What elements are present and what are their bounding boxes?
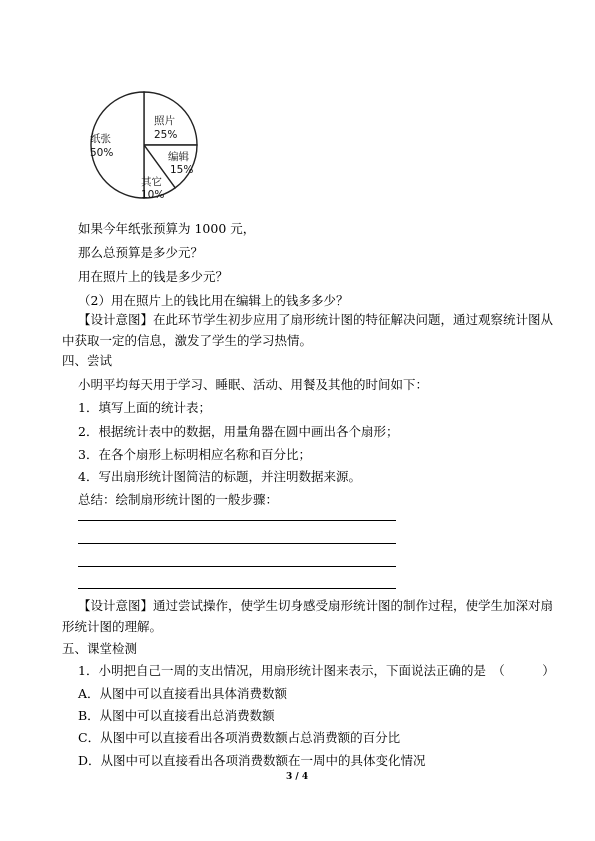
answer-line xyxy=(78,543,396,544)
summary-label: 总结：绘制扇形统计图的一般步骤： xyxy=(78,492,279,507)
pie-chart xyxy=(86,88,206,203)
design-intent-2-line2: 形统计图的理解。 xyxy=(62,619,163,634)
design-intent-1-line1: 【设计意图】在此环节学生初步应用了扇形统计图的特征解决问题，通过观察统计图从 xyxy=(78,312,554,327)
step-item: 4．写出扇形统计图简洁的标题，并注明数据来源。 xyxy=(78,469,361,484)
answer-line xyxy=(78,520,396,521)
option-a: A．从图中可以直接看出具体消费数额 xyxy=(78,686,288,701)
pie-slice-value: 15% xyxy=(170,164,194,176)
answer-line xyxy=(78,566,396,567)
pie-slice-label: 其它 xyxy=(141,176,162,188)
section-4-intro: 小明平均每天用于学习、睡眠、活动、用餐及其他的时间如下： xyxy=(78,377,429,392)
question-budget-given: 如果今年纸张预算为 1000 元， xyxy=(78,221,256,236)
page-number: 3 / 4 xyxy=(286,772,309,782)
pie-slice-label: 纸张 xyxy=(90,133,111,145)
answer-line xyxy=(78,588,396,589)
pie-slice-label: 照片 xyxy=(154,115,175,127)
step-item: 1．填写上面的统计表； xyxy=(78,400,211,415)
pie-slice-value: 10% xyxy=(141,189,165,201)
pie-slice-label: 编辑 xyxy=(168,151,189,163)
option-b: B．从图中可以直接看出总消费数额 xyxy=(78,708,275,723)
step-item: 2．根据统计表中的数据，用量角器在圆中画出各个扇形； xyxy=(78,424,399,439)
step-item: 3．在各个扇形上标明相应名称和百分比； xyxy=(78,447,311,462)
option-d: D．从图中可以直接看出各项消费数额在一周中的具体变化情况 xyxy=(78,753,426,768)
question-photo-vs-edit: （2）用在照片上的钱比用在编辑上的钱多多少？ xyxy=(78,293,349,308)
pie-slice-value: 50% xyxy=(90,147,114,159)
option-c: C．从图中可以直接看出各项消费数额占总消费额的百分比 xyxy=(78,730,401,745)
design-intent-1-line2: 中获取一定的信息，激发了学生的学习热情。 xyxy=(62,333,313,348)
pie-slice-value: 25% xyxy=(154,129,178,141)
section-5-heading: 五、课堂检测 xyxy=(62,641,138,656)
section-4-heading: 四、尝试 xyxy=(62,353,113,368)
design-intent-2-line1: 【设计意图】通过尝试操作，使学生切身感受扇形统计图的制作过程，使学生加深对扇 xyxy=(78,598,554,613)
question-total-budget: 那么总预算是多少元？ xyxy=(78,245,204,260)
test-question-1: 1．小明把自己一周的支出情况，用扇形统计图来表示，下面说法正确的是 （ ） xyxy=(78,663,555,678)
pie-slice-纸张 xyxy=(91,92,144,198)
question-photo-cost: 用在照片上的钱是多少元？ xyxy=(78,269,229,284)
